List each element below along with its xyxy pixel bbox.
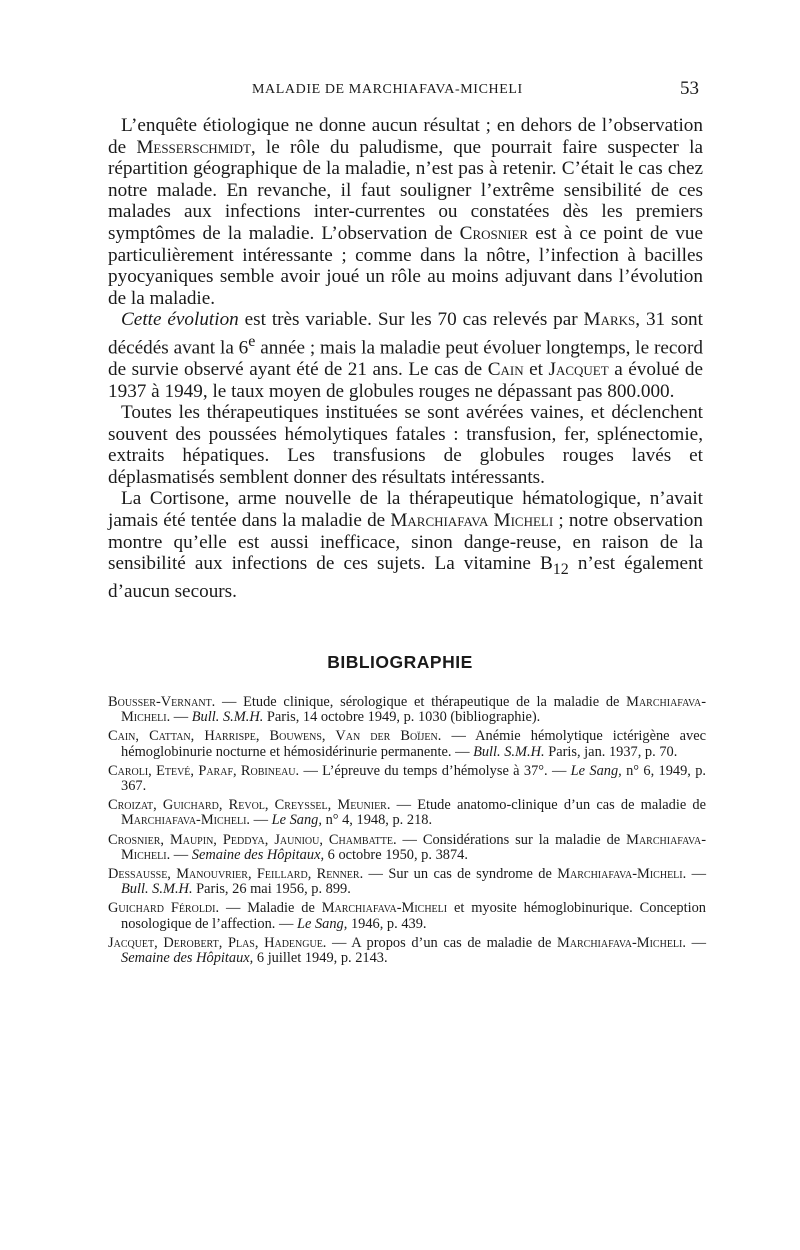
text-run: La Cortisone, arme nouvelle de la thérapeutique hématologique, n’avait jamais été tentée dans la maladie de (108, 488, 703, 532)
ref-name: Marchiafava-Micheli (121, 694, 706, 726)
running-title: MALADIE DE MARCHIAFAVA-MICHELI (252, 82, 523, 97)
text-run: a évolué de 1937 à 1949, le taux moyen de globules rouges ne dépassant pas 800.000. (108, 358, 703, 402)
paragraph-evolution (108, 309, 703, 402)
ref-text: . — (682, 865, 706, 882)
ref-name: Marchiafava-Micheli (121, 831, 706, 863)
bibliography-entry (108, 833, 706, 864)
ref-name: Marchiafava-Micheli (557, 865, 683, 882)
author-name: Marchiafava Micheli (390, 510, 554, 532)
bibliography-list (108, 695, 706, 970)
author-name: Crosnier (459, 222, 529, 244)
bibliography-entry (108, 867, 706, 898)
ref-journal: Semaine des Hôpitaux, (191, 846, 325, 863)
ref-details: Paris, 14 octobre 1949, p. 1030 (bibliographie). (263, 709, 541, 726)
ref-text: — Considérations sur la maladie de (396, 831, 627, 848)
ref-name: Marchiafava-Micheli (321, 900, 448, 917)
text-run: n’est également d’aucun secours. (108, 553, 703, 602)
ref-text: et myosite hémoglobinurique. Conception nosologique de l’affection. — (121, 900, 706, 932)
ref-authors: Cain, Cattan, Harrispe, Bouwens, Van der Boïjen. (108, 728, 442, 745)
ref-text: — L’épreuve du temps d’hémolyse à 37°. — (299, 762, 571, 779)
ref-text: . — (246, 812, 272, 829)
paragraph-therapeutics (108, 402, 703, 488)
bibliography-entry (108, 798, 706, 829)
bibliography-entry (108, 729, 706, 760)
ref-journal: Semaine des Hôpitaux, (121, 950, 254, 967)
ref-journal: Bull. S.M.H. (121, 881, 193, 898)
bibliography-entry (108, 764, 706, 795)
text-run: Toutes les thérapeutiques instituées se sont avérées vaines, et déclenchent souvent des poussées hémolytiques fatales : transfusion, fer, splénectomie, extraits hépatiques. Les transfusions de globules rouges lavés et déplasmatisés semblent donner des résultats intéressants. (108, 402, 703, 488)
subscript: 12 (552, 561, 569, 579)
paragraph-etiology (108, 115, 703, 309)
ref-text: — Etude anatomo-clinique d’un cas de maladie de (390, 797, 706, 814)
bibliography-entry (108, 901, 706, 932)
author-name: Marks (583, 309, 636, 331)
running-head (0, 78, 800, 102)
text-run: est très variable. Sur les 70 cas relevés par (238, 309, 584, 331)
ref-journal: Bull. S.M.H. (473, 743, 545, 760)
text-run: , 31 sont décédés avant la 6 (108, 309, 703, 359)
ref-text: . — (166, 709, 192, 726)
ref-journal: Le Sang, (271, 812, 322, 829)
bibliography-entry (108, 936, 706, 967)
paragraph-cortisone (108, 488, 703, 602)
ref-text: . — (682, 934, 706, 951)
bibliography-heading: BIBLIOGRAPHIE (327, 652, 473, 672)
ref-details: 1946, p. 439. (347, 915, 427, 932)
ref-name: Marchiafava-Micheli (556, 934, 683, 951)
ref-authors: Dessausse, Manouvrier, Feillard, Renner. (108, 865, 364, 882)
ref-authors: Caroli, Etevé, Paraf, Robineau. (108, 762, 300, 779)
superscript: e (248, 332, 256, 350)
ref-text: — Anémie hémolytique ictérigène avec hémoglobinurie nocturne et hémosidérinurie permanente. — (121, 728, 706, 760)
emphasis-text: Cette évolution (121, 309, 239, 331)
ref-text: . — (166, 846, 192, 863)
bibliography-entry (108, 695, 706, 726)
author-name: Cain (487, 358, 524, 380)
ref-text: — Maladie de (219, 900, 322, 917)
ref-details: n° 6, 1949, p. 367. (121, 762, 706, 795)
ref-details: n° 4, 1948, p. 218. (321, 812, 433, 829)
ref-authors: Croizat, Guichard, Revol, Creyssel, Meunier. (108, 797, 391, 814)
ref-details: 6 octobre 1950, p. 3874. (324, 846, 468, 863)
body-text (108, 115, 703, 602)
ref-journal: Le Sang, (296, 915, 348, 932)
ref-details: Paris, 26 mai 1956, p. 899. (192, 881, 351, 898)
text-run: année ; mais la maladie peut évoluer longtemps, le record de survie observé ayant été de 21 ans. Le cas de (108, 337, 703, 380)
ref-details: 6 juillet 1949, p. 2143. (253, 950, 388, 967)
ref-authors: Jacquet, Derobert, Plas, Hadengue. (108, 934, 327, 951)
page-number: 53 (680, 78, 699, 99)
text-run: est à ce point de vue particulièrement intéressante ; comme dans la nôtre, l’infection à bacilles pyocyaniques semble avoir joué un rôle au moins adjuvant dans l’évolution de la maladie. (108, 222, 704, 309)
ref-details: Paris, jan. 1937, p. 70. (544, 743, 678, 760)
ref-text: — Etude clinique, sérologique et thérapeutique de la maladie de (215, 694, 627, 710)
ref-name: Marchiafava-Micheli (121, 812, 247, 829)
ref-text: — A propos d’un cas de maladie de (326, 934, 557, 951)
ref-journal: Bull. S.M.H. (191, 709, 264, 726)
ref-authors: Bousser-Vernant. (108, 694, 216, 710)
text-run: L’enquête étiologique ne donne aucun résultat ; en dehors de l’observation de (108, 115, 703, 158)
ref-journal: Le Sang, (570, 762, 622, 779)
ref-text: — Sur un cas de syndrome de (363, 865, 558, 882)
text-run: , le rôle du paludisme, que pourrait faire suspecter la répartition géographique de la maladie, n’est pas à retenir. C’était le cas chez notre malade. En revanche, il faut souligner l’extrême sensibilité de ces malades aux infections inter-currentes ou constatées dès les premiers symptômes de la maladie. L’observation de (108, 136, 703, 244)
author-name: Jacquet (548, 358, 609, 380)
author-name: Messerschmidt (136, 136, 251, 158)
text-run: et (523, 358, 549, 380)
ref-authors: Crosnier, Maupin, Peddya, Jauniou, Chambatte. (108, 831, 397, 848)
text-run: ; notre observation montre qu’elle est aussi inefficace, sinon dange-reuse, en raison de la sensibilité aux infections de ces sujets. La vitamine B (108, 510, 703, 575)
ref-authors: Guichard Féroldi. (108, 900, 220, 917)
